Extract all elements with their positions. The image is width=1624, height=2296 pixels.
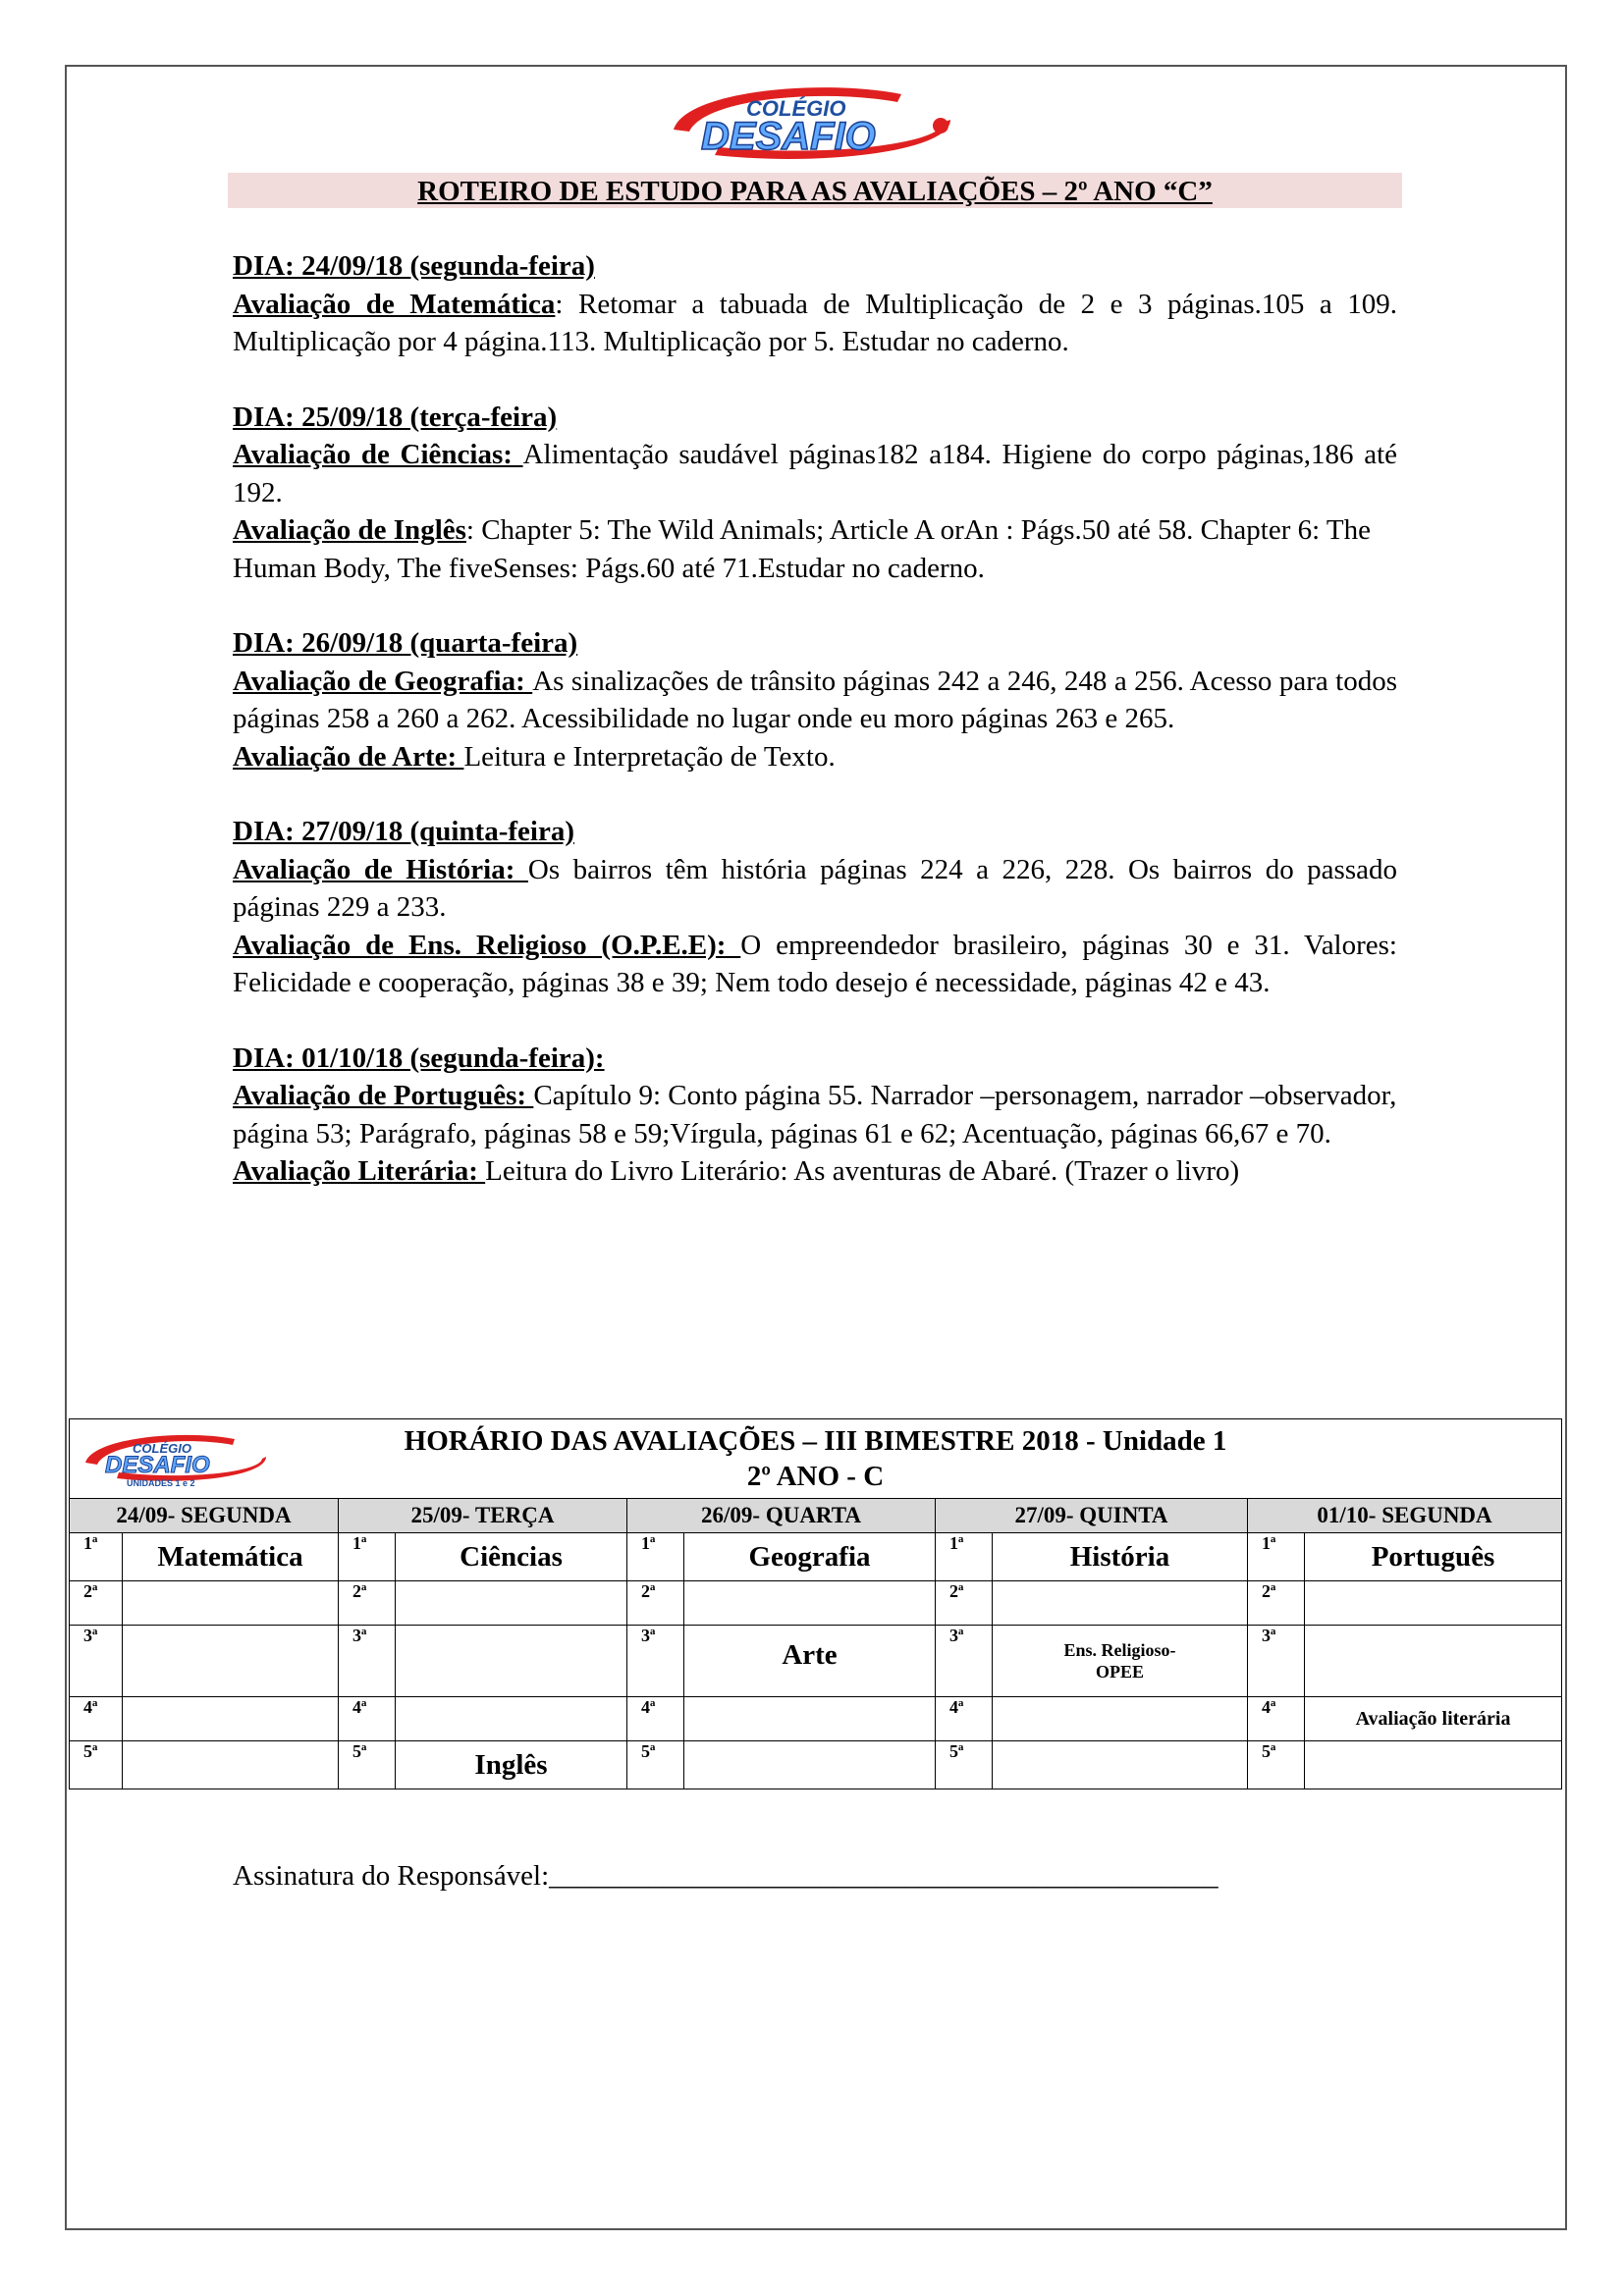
period-label: 1ª xyxy=(1248,1533,1305,1581)
cell-arte: Arte xyxy=(684,1626,936,1697)
period-label: 3ª xyxy=(1248,1626,1305,1697)
empty-cell xyxy=(123,1741,339,1789)
day-col-4: 27/09- QUINTA xyxy=(936,1499,1248,1533)
empty-cell xyxy=(396,1581,627,1626)
item: Avaliação de Ens. Religioso (O.P.E.E): O empreendedor brasileiro, páginas 30 e 31. Valores: Felicidade e cooperação, páginas 38 e 39; Nem todo desejo é necessidade, páginas 42 e 43. xyxy=(233,929,1397,998)
section-day-3 xyxy=(233,624,1397,775)
empty-cell xyxy=(1305,1581,1562,1626)
day-heading: DIA: 01/10/18 (segunda-feira): xyxy=(233,1041,605,1074)
item: Avaliação Literária: Leitura do Livro Literário: As aventuras de Abaré. (Trazer o livro) xyxy=(233,1155,1240,1187)
period-label: 2ª xyxy=(70,1581,123,1626)
period-label: 2ª xyxy=(339,1581,396,1626)
empty-cell xyxy=(123,1697,339,1741)
day-col-2: 25/09- TERÇA xyxy=(339,1499,627,1533)
day-col-5: 01/10- SEGUNDA xyxy=(1248,1499,1562,1533)
period-label: 5ª xyxy=(936,1741,993,1789)
svg-text:COLÉGIO: COLÉGIO xyxy=(133,1441,191,1456)
day-heading: DIA: 25/09/18 (terça-feira) xyxy=(233,400,558,433)
period-label: 5ª xyxy=(627,1741,684,1789)
period-label: 5ª xyxy=(70,1741,123,1789)
table-row xyxy=(70,1626,1562,1697)
empty-cell xyxy=(123,1581,339,1626)
empty-cell xyxy=(684,1741,936,1789)
empty-cell xyxy=(123,1626,339,1697)
empty-cell xyxy=(396,1697,627,1741)
svg-text:DESAFIO: DESAFIO xyxy=(105,1452,210,1478)
day-heading: DIA: 27/09/18 (quinta-feira) xyxy=(233,816,574,847)
signature-line: Assinatura do Responsável:_______________________________________________ xyxy=(233,1860,1218,1892)
study-guide xyxy=(233,247,1397,1228)
table-row xyxy=(70,1581,1562,1626)
table-row xyxy=(70,1697,1562,1741)
empty-cell xyxy=(993,1697,1248,1741)
period-label: 3ª xyxy=(339,1626,396,1697)
period-label: 4ª xyxy=(1248,1697,1305,1741)
item: Avaliação de Português: Capítulo 9: Conto página 55. Narrador –personagem, narrador –observador, página 53; Parágrafo, páginas 58 e 59;Vírgula, páginas 61 e 62; Acentuação, páginas 66,67 e 70. xyxy=(233,1080,1397,1149)
period-label: 1ª xyxy=(627,1533,684,1581)
period-label: 5ª xyxy=(1248,1741,1305,1789)
section-day-2 xyxy=(233,399,1397,588)
period-label: 1ª xyxy=(339,1533,396,1581)
cell-ingles: Inglês xyxy=(396,1741,627,1789)
period-label: 2ª xyxy=(1248,1581,1305,1626)
period-label: 4ª xyxy=(627,1697,684,1741)
cell-ens-religioso: Ens. Religioso- OPEE xyxy=(993,1626,1248,1697)
table-row xyxy=(70,1741,1562,1789)
svg-text:UNIDADES 1 e 2: UNIDADES 1 e 2 xyxy=(127,1478,195,1488)
empty-cell xyxy=(396,1626,627,1697)
item: Avaliação de Inglês: Chapter 5: The Wild Animals; Article A orAn : Págs.50 até 58. Chapter 6: The Human Body, The fiveSenses: Págs.60 até 71.Estudar no caderno. xyxy=(233,514,1371,584)
empty-cell xyxy=(993,1581,1248,1626)
svg-text:COLÉGIO: COLÉGIO xyxy=(746,96,846,121)
period-label: 3ª xyxy=(936,1626,993,1697)
cell-ciencias: Ciências xyxy=(396,1533,627,1581)
schedule-title: HORÁRIO DAS AVALIAÇÕES – III BIMESTRE 2018 - Unidade 1 2º ANO - C xyxy=(404,1425,1227,1492)
table-row xyxy=(70,1533,1562,1581)
cell-geografia: Geografia xyxy=(684,1533,936,1581)
day-col-1: 24/09- SEGUNDA xyxy=(70,1499,339,1533)
empty-cell xyxy=(1305,1741,1562,1789)
schedule-header xyxy=(70,1419,1562,1499)
item: Avaliação de Arte: Leitura e Interpretação de Texto. xyxy=(233,740,836,773)
empty-cell xyxy=(1305,1626,1562,1697)
period-label: 2ª xyxy=(936,1581,993,1626)
cell-historia: História xyxy=(993,1533,1248,1581)
empty-cell xyxy=(993,1741,1248,1789)
day-col-3: 26/09- QUARTA xyxy=(627,1499,936,1533)
item: Avaliação de Geografia: As sinalizações de trânsito páginas 242 a 246, 248 a 256. Acesso para todos páginas 258 a 260 a 262. Acessibilidade no lugar onde eu moro páginas 263 e 265. xyxy=(233,665,1398,734)
item: Avaliação de Ciências: Alimentação saudável páginas182 a184. Higiene do corpo páginas,186 até 192. xyxy=(233,439,1397,508)
section-day-4 xyxy=(233,813,1397,1002)
colegio-desafio-logo xyxy=(656,73,970,171)
period-label: 4ª xyxy=(339,1697,396,1741)
period-label: 2ª xyxy=(627,1581,684,1626)
period-label: 4ª xyxy=(70,1697,123,1741)
period-label: 4ª xyxy=(936,1697,993,1741)
period-label: 1ª xyxy=(70,1533,123,1581)
section-day-1 xyxy=(233,247,1397,361)
cell-matematica: Matemática xyxy=(123,1533,339,1581)
section-day-5 xyxy=(233,1040,1397,1191)
day-heading: DIA: 26/09/18 (quarta-feira) xyxy=(233,627,578,659)
empty-cell xyxy=(684,1581,936,1626)
period-label: 1ª xyxy=(936,1533,993,1581)
item: Avaliação de Matemática: Retomar a tabuada de Multiplicação de 2 e 3 páginas.105 a 109. Multiplicação por 4 página.113. Multiplicação por 5. Estudar no caderno. xyxy=(233,288,1397,357)
svg-text:DESAFIO: DESAFIO xyxy=(701,115,876,158)
schedule-table xyxy=(69,1418,1562,1789)
page-title: ROTEIRO DE ESTUDO PARA AS AVALIAÇÕES – 2º ANO “C” xyxy=(417,176,1213,207)
period-label: 3ª xyxy=(70,1626,123,1697)
period-label: 5ª xyxy=(339,1741,396,1789)
period-label: 3ª xyxy=(627,1626,684,1697)
empty-cell xyxy=(684,1697,936,1741)
cell-portugues: Português xyxy=(1305,1533,1562,1581)
cell-avaliacao-literaria: Avaliação literária xyxy=(1305,1697,1562,1741)
day-heading: DIA: 24/09/18 (segunda-feira) xyxy=(233,250,595,282)
item: Avaliação de História: Os bairros têm história páginas 224 a 226, 228. Os bairros do passado páginas 229 a 233. xyxy=(233,853,1397,923)
